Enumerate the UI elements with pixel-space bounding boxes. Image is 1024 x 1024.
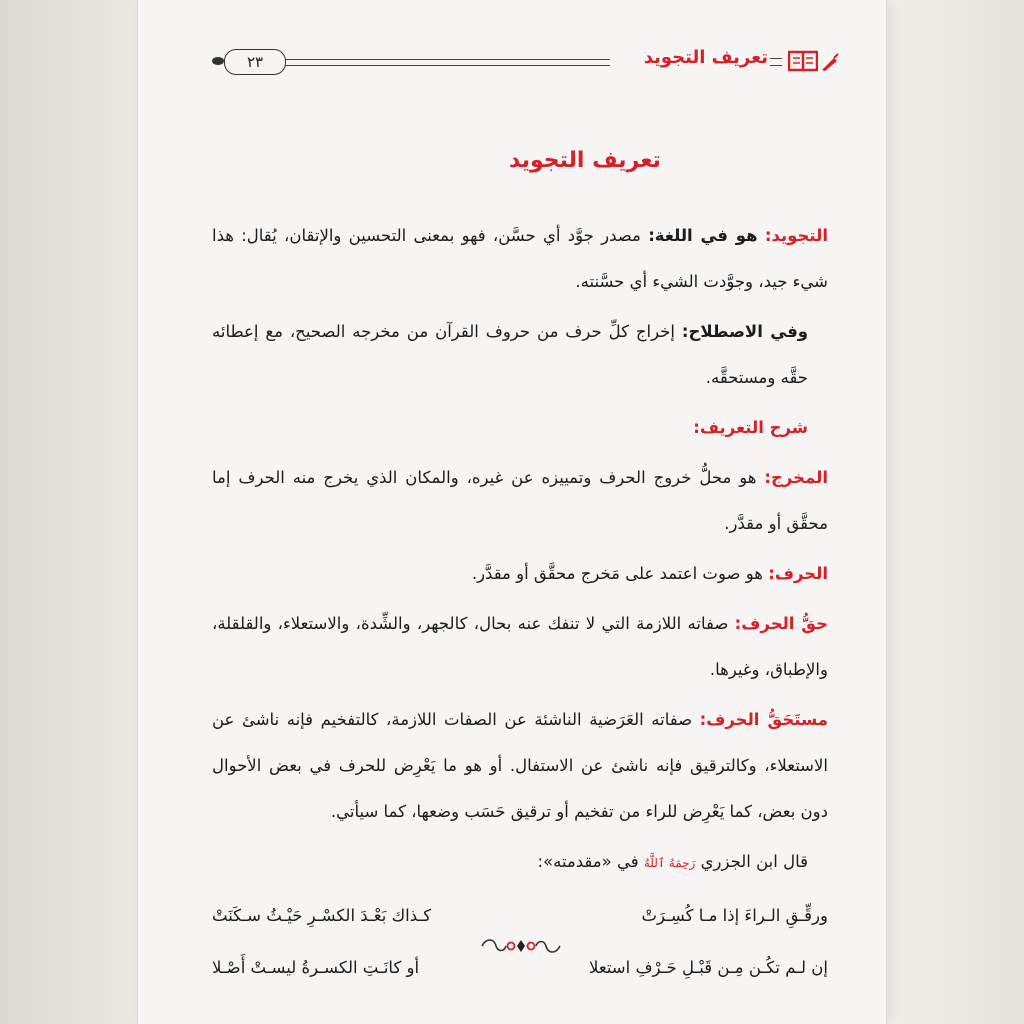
- verse-hemistich-first: ورقِّـقِ الـراءَ إذا مـا كُسِـرَتْ: [641, 906, 828, 925]
- page-body: [212, 148, 828, 994]
- text-haqq: صفاته اللازمة التي لا تنفك عنه بحال، كالجهر، والشِّدة، والاستعلاء، والقلقلة، والإطباق، وغيرها.: [212, 614, 828, 679]
- book-page-edge-right: [886, 0, 1024, 1024]
- label-linguistic: هو في اللغة:: [648, 226, 758, 245]
- running-header: [212, 44, 840, 78]
- header-rule: [282, 59, 610, 66]
- label-technical: وفي الاصطلاح:: [681, 322, 808, 341]
- header-rule-tip: [212, 57, 224, 65]
- definition-technical: [212, 309, 828, 401]
- verse-hemistich-second: كـذاك بَعْـدَ الكسْـرِ حَيْـثُ سـكَنَتْ: [212, 906, 432, 925]
- page-title: تعريف التجويد: [509, 148, 661, 173]
- text-linguistic: مصدر جوَّد أي حسَّن، فهو بمعنى التحسين والإتقان، يُقال: هذا شيء جيد، وجوَّدت الشيء أي حسَّنته.: [212, 226, 828, 291]
- book-spine-left: [0, 0, 138, 1024]
- text-harf: هو صوت اعتمد على مَخرج محقَّق أو مقدَّر.: [471, 564, 763, 583]
- term-haqq: حقُّ الحرف:: [734, 614, 829, 633]
- text-makhraj: هو محلُّ خروج الحرف وتمييزه عن غيره، والمكان الذي يخرج منه الحرف إما محقَّق أو مقدَّر.: [212, 468, 828, 533]
- term-tajweed: التجويد: [771, 226, 829, 245]
- term-harf: الحرف:: [768, 564, 828, 583]
- honorific: رَحِمَهُ ٱللَّهُ: [643, 856, 696, 870]
- definition-makhraj: [212, 455, 828, 547]
- verse-hemistich-first: إن لـم تكُـن مِـن قَبْـلِ حَـرْفِ استعلا: [589, 958, 828, 977]
- verse-hemistich-second: أو كانَـتِ الكسـرةُ ليسـتْ أَصْـلا: [212, 958, 420, 977]
- text-mustahaq: صفاته العَرَضية الناشئة عن الصفات اللازمة، كالتفخيم فإنه ناشئ عن الاستعلاء، وكالترقيق فإنه ناشئ عن الاستفال. أو هو ما يَعْرِض للحرف في بعض الأحوال دون بعض، كما يَعْرِض للراء من تفخيم أو ترقيق حَسَب وضعها، كما سيأتي.: [212, 710, 828, 821]
- definition-harf: [212, 551, 828, 597]
- term-mustahaq: مستَحَقُّ الحرف:: [699, 710, 828, 729]
- quote-intro: [212, 839, 828, 886]
- open-book-icon: [788, 50, 818, 72]
- text-technical: إخراج كلِّ حرف من حروف القرآن من مخرجه الصحيح، مع إعطائه حقَّه ومستحقَّه.: [212, 322, 808, 387]
- definition-tajweed: التجويد: هو في اللغة: مصدر جوَّد أي حسَّن، فهو بمعنى التحسين والإتقان، يُقال: هذا شيء جيد، وجوَّدت الشيء أي حسَّنته.: [212, 226, 829, 291]
- running-title: تعريف التجويد: [643, 47, 768, 68]
- decorative-flourish-icon: [478, 936, 564, 956]
- page-number: ٢٣: [224, 49, 286, 75]
- definition-mustahaq: [212, 697, 828, 835]
- term-makhraj: المخرج:: [764, 468, 828, 487]
- verse-line: [212, 890, 828, 942]
- definition-haqq: [212, 601, 828, 693]
- pen-icon: [820, 52, 840, 72]
- section-heading: شرح التعريف:: [693, 418, 808, 437]
- quote-intro-after: في «مقدمته»:: [537, 852, 639, 871]
- header-dash: [770, 58, 782, 66]
- quote-intro-before: قال ابن الجزري: [700, 852, 808, 871]
